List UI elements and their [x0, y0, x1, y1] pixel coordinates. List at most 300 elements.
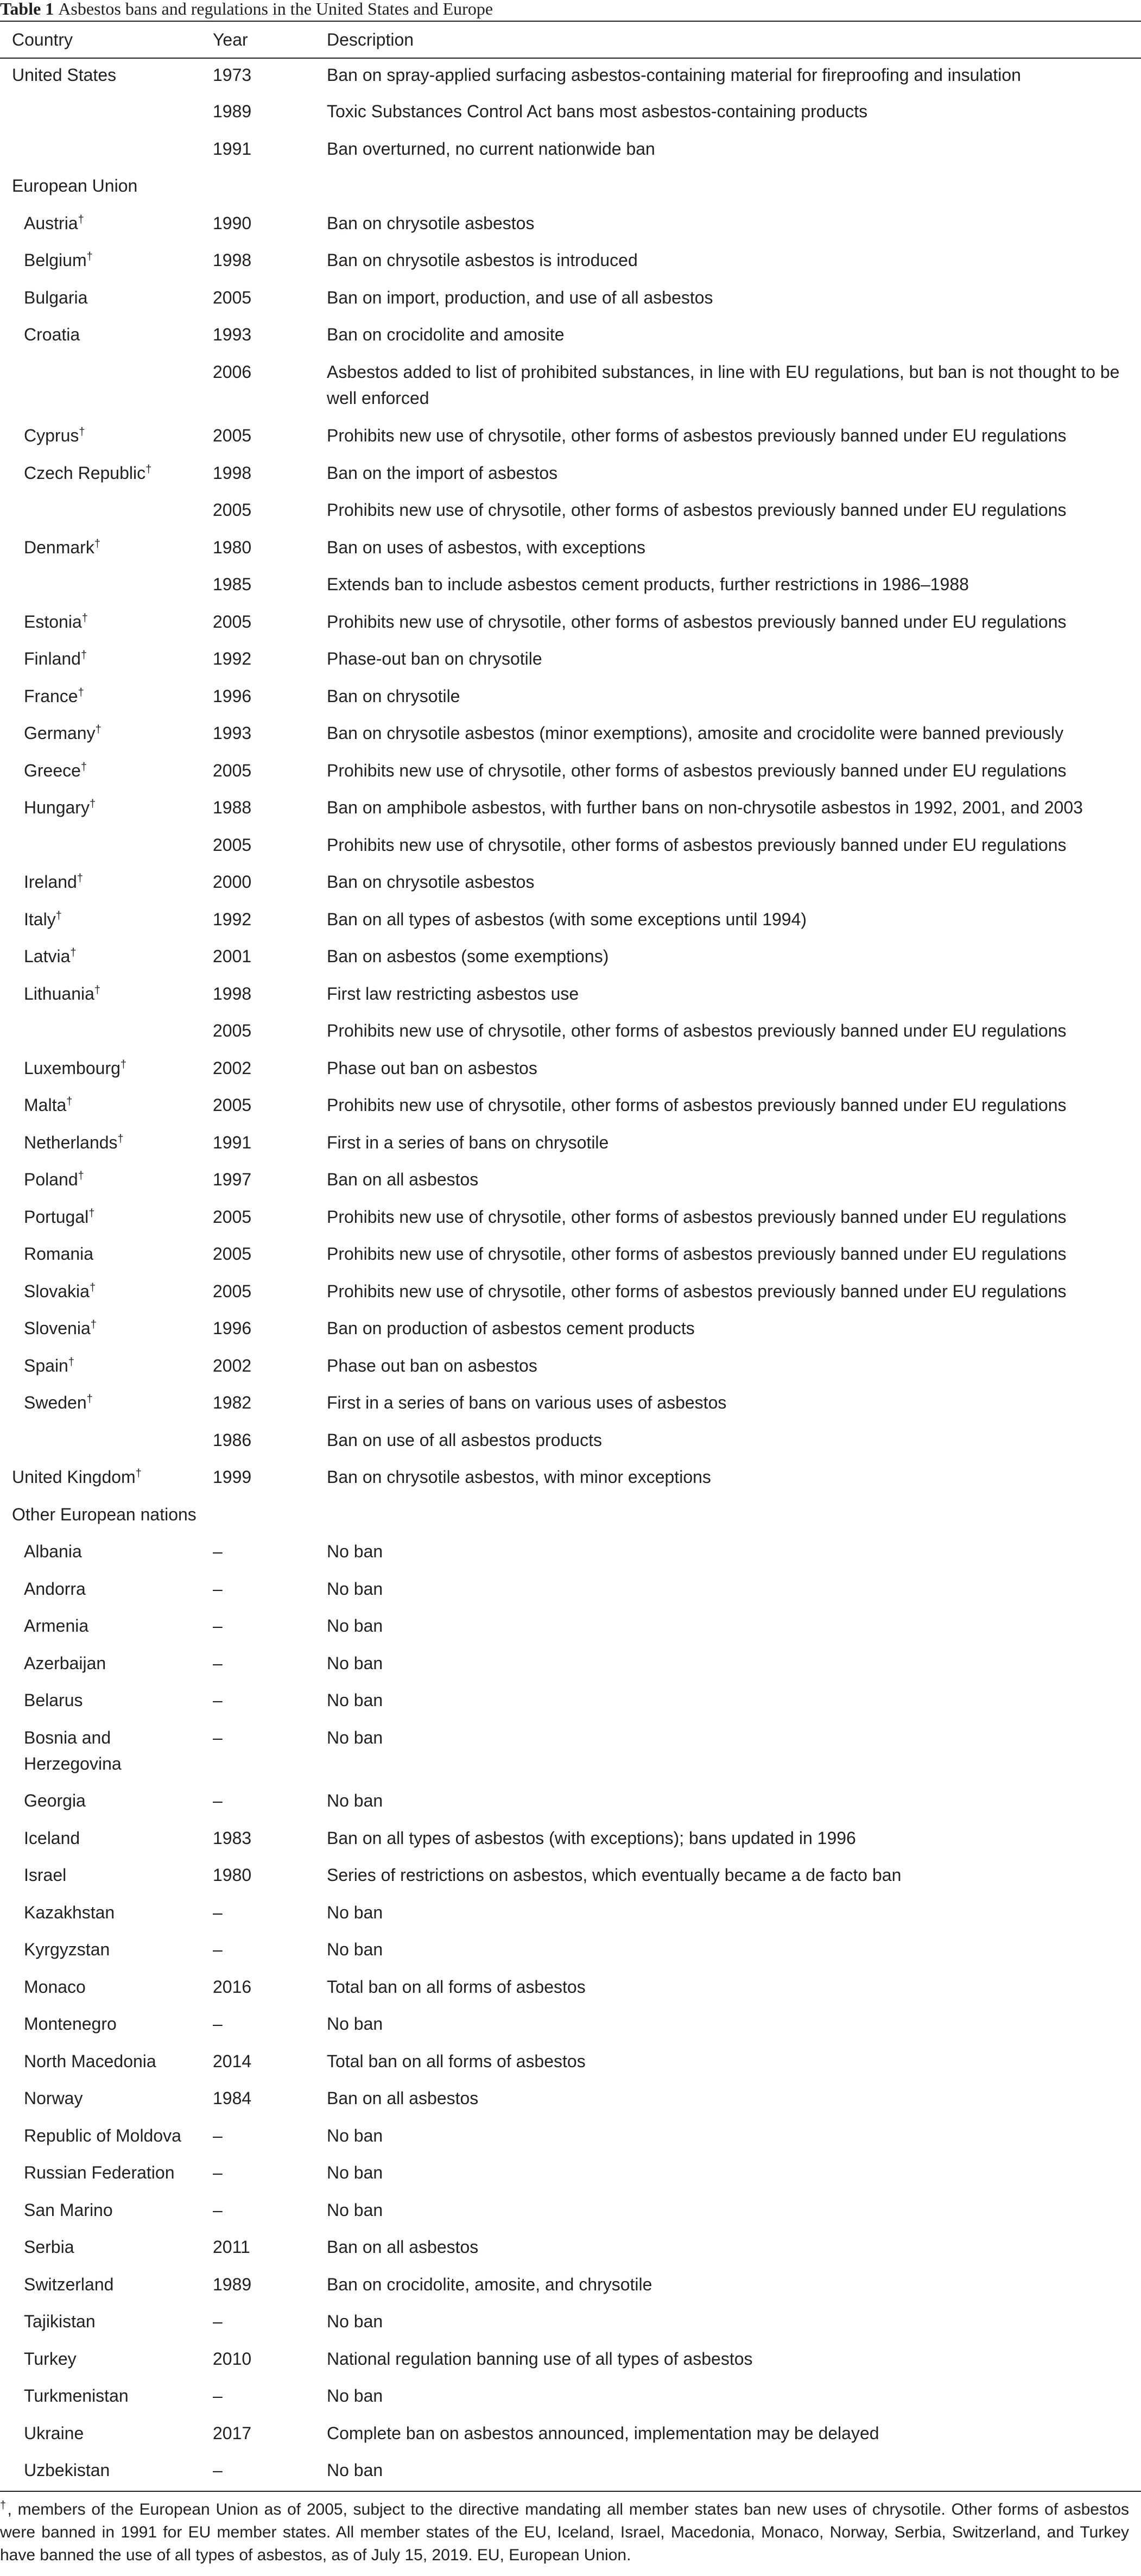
year-cell: 1985 — [213, 574, 252, 594]
asbestos-table — [0, 21, 1141, 2492]
table-row — [0, 1573, 1141, 1609]
description-cell: Prohibits new use of chrysotile, other forms of asbestos previously banned under EU regulations — [327, 500, 1067, 520]
country-name: Slovenia — [24, 1318, 91, 1338]
country-name: Slovakia — [24, 1281, 90, 1301]
country-cell — [0, 1201, 213, 1238]
country-cell — [0, 1896, 213, 1933]
country-cell — [0, 58, 213, 95]
description-cell: First in a series of bans on chrysotile — [327, 1133, 609, 1152]
description-cell: No ban — [327, 1690, 383, 1710]
year-cell: 1997 — [213, 1170, 252, 1189]
table-footnote — [0, 2492, 1141, 2567]
year-cell: – — [213, 1542, 223, 1561]
table-row — [0, 1609, 1141, 1647]
year-cell — [213, 1498, 327, 1535]
table-row — [0, 2194, 1141, 2231]
table-label: Table 1 — [0, 0, 54, 18]
table-row — [0, 1424, 1141, 1461]
country-cell — [0, 95, 213, 132]
year-cell: – — [213, 1791, 223, 1810]
table-row — [0, 494, 1141, 531]
year-cell: 2006 — [213, 362, 252, 382]
eu-member-dagger: † — [78, 686, 84, 699]
footnote-symbol: † — [0, 2499, 8, 2511]
country-cell — [0, 1126, 213, 1163]
eu-member-dagger: † — [80, 649, 87, 661]
country-cell — [0, 2305, 213, 2343]
eu-member-dagger: † — [81, 612, 88, 624]
description-cell: No ban — [327, 1653, 383, 1673]
table-row — [0, 1647, 1141, 1684]
country-name: Denmark — [24, 538, 94, 557]
eu-member-dagger: † — [120, 1058, 127, 1071]
country-name: Tajikistan — [24, 2312, 96, 2331]
table-body — [0, 58, 1141, 2491]
country-cell — [0, 1684, 213, 1721]
description-cell: Ban on chrysotile asbestos — [327, 213, 535, 233]
table-row — [0, 1721, 1141, 1784]
eu-member-dagger: † — [94, 538, 100, 550]
description-cell: Phase out ban on asbestos — [327, 1356, 537, 1375]
country-name: Hungary — [24, 798, 90, 817]
country-name: Norway — [24, 2088, 83, 2108]
description-cell: Ban on all asbestos — [327, 2237, 479, 2257]
table-row — [0, 169, 1141, 207]
year-cell: 2016 — [213, 1977, 252, 1997]
description-cell: Total ban on all forms of asbestos — [327, 2051, 586, 2071]
description-cell: No ban — [327, 1616, 383, 1636]
table-row — [0, 132, 1141, 169]
country-name: Germany — [24, 723, 96, 743]
description-cell: Ban on amphibole asbestos, with further bans on non-chrysotile asbestos in 1992, 2001, and 2003 — [327, 798, 1083, 817]
year-cell: 1980 — [213, 538, 252, 557]
description-cell: First in a series of bans on various uses of asbestos — [327, 1393, 727, 1412]
eu-member-dagger: † — [79, 426, 85, 438]
year-cell: 1992 — [213, 649, 252, 668]
year-cell: 2002 — [213, 1058, 252, 1078]
table-row — [0, 2343, 1141, 2379]
year-cell: 2005 — [213, 426, 252, 445]
country-name: Latvia — [24, 946, 71, 966]
country-cell — [0, 244, 213, 281]
table-row — [0, 531, 1141, 568]
year-cell: 2002 — [213, 1356, 252, 1375]
eu-member-dagger: † — [145, 463, 152, 476]
year-cell: – — [213, 2014, 223, 2034]
description-cell: Prohibits new use of chrysotile, other forms of asbestos previously banned under EU regulations — [327, 612, 1067, 632]
country-cell — [0, 1784, 213, 1822]
description-cell: Phase out ban on asbestos — [327, 1058, 537, 1078]
year-cell: 1999 — [213, 1467, 252, 1487]
year-cell: 2017 — [213, 2423, 252, 2443]
country-name: Georgia — [24, 1791, 86, 1810]
year-cell: 1992 — [213, 910, 252, 929]
year-cell: 1996 — [213, 1318, 252, 1338]
description-cell: Ban on all asbestos — [327, 1170, 479, 1189]
year-cell: 1984 — [213, 2088, 252, 2108]
description-cell: No ban — [327, 2200, 383, 2220]
eu-member-dagger: † — [55, 910, 62, 922]
eu-member-dagger: † — [88, 1207, 95, 1220]
country-cell — [0, 1498, 213, 1535]
description-cell — [327, 1498, 1141, 1535]
table-row — [0, 2007, 1141, 2045]
country-name: Netherlands — [24, 1133, 118, 1152]
table-row — [0, 419, 1141, 457]
country-cell — [0, 2156, 213, 2194]
country-name: Bosnia and Herzegovina — [24, 1728, 122, 1773]
country-name: Austria — [24, 213, 78, 233]
table-row — [0, 568, 1141, 605]
country-cell — [0, 132, 213, 169]
year-cell: 1988 — [213, 798, 252, 817]
description-cell: Prohibits new use of chrysotile, other forms of asbestos previously banned under EU regulations — [327, 835, 1067, 855]
description-cell: Prohibits new use of chrysotile, other forms of asbestos previously banned under EU regulations — [327, 1207, 1067, 1227]
table-row — [0, 457, 1141, 494]
country-cell — [0, 866, 213, 903]
country-cell — [0, 1573, 213, 1609]
country-cell — [0, 457, 213, 494]
description-cell: Extends ban to include asbestos cement products, further restrictions in 1986–1988 — [327, 574, 969, 594]
year-cell: 2014 — [213, 2051, 252, 2071]
description-cell: No ban — [327, 1791, 383, 1810]
table-row — [0, 1126, 1141, 1163]
table-row — [0, 244, 1141, 281]
year-cell: 1998 — [213, 250, 252, 270]
country-cell — [0, 1163, 213, 1201]
table-row — [0, 1684, 1141, 1721]
country-cell — [0, 531, 213, 568]
description-cell: No ban — [327, 2014, 383, 2034]
country-cell — [0, 2194, 213, 2231]
country-cell — [0, 940, 213, 977]
country-cell — [0, 1312, 213, 1349]
country-cell — [0, 2007, 213, 2045]
country-name: France — [24, 686, 78, 706]
table-row — [0, 1349, 1141, 1386]
country-name: North Macedonia — [24, 2051, 156, 2071]
country-name: Lithuania — [24, 984, 94, 1003]
country-cell — [0, 829, 213, 866]
year-cell: 2005 — [213, 835, 252, 855]
year-cell: – — [213, 2126, 223, 2145]
year-cell: 2005 — [213, 1207, 252, 1227]
country-cell — [0, 2343, 213, 2379]
description-cell: Prohibits new use of chrysotile, other forms of asbestos previously banned under EU regulations — [327, 1095, 1067, 1115]
year-cell: – — [213, 2312, 223, 2331]
table-row — [0, 605, 1141, 642]
country-name: Azerbaijan — [24, 1653, 106, 1673]
year-cell: – — [213, 2386, 223, 2405]
table-row — [0, 2454, 1141, 2491]
country-cell — [0, 1275, 213, 1312]
country-cell — [0, 207, 213, 244]
table-row — [0, 2417, 1141, 2454]
description-cell: First law restricting asbestos use — [327, 984, 579, 1003]
table-row — [0, 356, 1141, 419]
country-cell — [0, 2119, 213, 2156]
country-cell — [0, 977, 213, 1014]
description-cell: Prohibits new use of chrysotile, other forms of asbestos previously banned under EU regulations — [327, 426, 1067, 445]
country-cell — [0, 2379, 213, 2417]
table-row — [0, 829, 1141, 866]
header-country: Country — [0, 21, 213, 58]
year-cell: 1993 — [213, 325, 252, 344]
country-name: Belgium — [24, 250, 87, 270]
year-cell: 1996 — [213, 686, 252, 706]
country-name: Italy — [24, 910, 56, 929]
description-cell: No ban — [327, 2163, 383, 2182]
country-cell — [0, 1822, 213, 1859]
description-cell: Total ban on all forms of asbestos — [327, 1977, 586, 1997]
year-cell: 1990 — [213, 213, 252, 233]
description-cell: Ban on import, production, and use of all asbestos — [327, 288, 713, 307]
table-row — [0, 2379, 1141, 2417]
year-cell: 1989 — [213, 2275, 252, 2294]
eu-member-dagger: † — [135, 1467, 142, 1480]
description-cell: No ban — [327, 1579, 383, 1599]
description-cell: Ban on all asbestos — [327, 2088, 479, 2108]
eu-member-dagger: † — [90, 1318, 97, 1331]
year-cell: 1983 — [213, 1828, 252, 1848]
table-row — [0, 1014, 1141, 1052]
description-cell: Prohibits new use of chrysotile, other forms of asbestos previously banned under EU regulations — [327, 761, 1067, 780]
year-cell: 2000 — [213, 872, 252, 892]
country-name: Switzerland — [24, 2275, 114, 2294]
year-cell: – — [213, 2163, 223, 2182]
eu-member-dagger: † — [70, 946, 77, 959]
table-row — [0, 207, 1141, 244]
country-cell — [0, 281, 213, 318]
table-row — [0, 1535, 1141, 1573]
table-row — [0, 903, 1141, 940]
country-name: Republic of Moldova — [24, 2126, 181, 2145]
description-cell: Ban on chrysotile asbestos is introduced — [327, 250, 638, 270]
country-name: San Marino — [24, 2200, 113, 2220]
table-row — [0, 1933, 1141, 1971]
table-row — [0, 977, 1141, 1014]
country-cell — [0, 642, 213, 680]
country-name: Kyrgyzstan — [24, 1940, 110, 1959]
country-cell — [0, 1859, 213, 1896]
year-cell: 2011 — [213, 2237, 250, 2257]
table-row — [0, 58, 1141, 95]
year-cell: – — [213, 1653, 223, 1673]
country-cell — [0, 169, 213, 207]
eu-member-dagger: † — [86, 1393, 93, 1405]
country-cell — [0, 419, 213, 457]
table-row — [0, 866, 1141, 903]
country-name: Ukraine — [24, 2423, 84, 2443]
country-cell — [0, 356, 213, 419]
description-cell: No ban — [327, 1940, 383, 1959]
table-row — [0, 281, 1141, 318]
country-name: Russian Federation — [24, 2163, 175, 2182]
country-cell — [0, 318, 213, 356]
year-cell: 1991 — [213, 1133, 252, 1152]
country-name: Albania — [24, 1542, 82, 1561]
description-cell: National regulation banning use of all types of asbestos — [327, 2349, 753, 2369]
table-row — [0, 1498, 1141, 1535]
description-cell: Ban on chrysotile asbestos — [327, 872, 535, 892]
eu-member-dagger: † — [86, 250, 93, 263]
year-cell: 2001 — [213, 946, 252, 966]
year-cell: 1986 — [213, 1430, 252, 1450]
table-row — [0, 1971, 1141, 2007]
year-cell: – — [213, 1579, 223, 1599]
country-name: Ireland — [24, 872, 77, 892]
eu-member-dagger: † — [89, 798, 96, 810]
year-cell: 1980 — [213, 1865, 252, 1885]
table-row — [0, 1201, 1141, 1238]
country-cell — [0, 791, 213, 829]
header-row — [0, 21, 1141, 58]
year-cell: 1998 — [213, 984, 252, 1003]
description-cell: No ban — [327, 1542, 383, 1561]
country-cell — [0, 494, 213, 531]
country-name: Belarus — [24, 1690, 83, 1710]
country-cell — [0, 1609, 213, 1647]
table-row — [0, 680, 1141, 717]
country-cell — [0, 605, 213, 642]
table-header — [0, 21, 1141, 58]
eu-member-dagger: † — [68, 1356, 74, 1368]
description-cell: Phase-out ban on chrysotile — [327, 649, 542, 668]
country-cell — [0, 2045, 213, 2082]
country-name: Israel — [24, 1865, 67, 1885]
description-cell: Ban on crocidolite and amosite — [327, 325, 565, 344]
country-name: Andorra — [24, 1579, 86, 1599]
table-row — [0, 2231, 1141, 2268]
country-cell — [0, 1424, 213, 1461]
description-cell: Ban on crocidolite, amosite, and chrysotile — [327, 2275, 652, 2294]
description-cell: Prohibits new use of chrysotile, other forms of asbestos previously banned under EU regulations — [327, 1281, 1067, 1301]
eu-member-dagger: † — [117, 1133, 124, 1145]
year-cell: 2010 — [213, 2349, 252, 2369]
country-cell — [0, 1052, 213, 1089]
country-cell — [0, 2231, 213, 2268]
table-row — [0, 318, 1141, 356]
country-cell — [0, 2268, 213, 2305]
table-row — [0, 2156, 1141, 2194]
description-cell: Series of restrictions on asbestos, which eventually became a de facto ban — [327, 1865, 902, 1885]
country-name: Monaco — [24, 1977, 86, 1997]
table-row — [0, 1896, 1141, 1933]
table-row — [0, 642, 1141, 680]
year-cell: 2005 — [213, 1021, 252, 1040]
year-cell: – — [213, 1903, 223, 1922]
year-cell: 2005 — [213, 1244, 252, 1264]
description-cell: Ban on chrysotile — [327, 686, 460, 706]
country-name: Montenegro — [24, 2014, 117, 2034]
country-cell — [0, 754, 213, 791]
country-name: Turkey — [24, 2349, 77, 2369]
country-name: Romania — [24, 1244, 94, 1264]
description-cell: No ban — [327, 2126, 383, 2145]
year-cell: 1993 — [213, 723, 252, 743]
country-name: Portugal — [24, 1207, 89, 1227]
country-name: Cyprus — [24, 426, 79, 445]
year-cell: – — [213, 1616, 223, 1636]
year-cell — [213, 169, 327, 207]
country-name: United States — [12, 65, 117, 85]
country-name: Croatia — [24, 325, 80, 344]
description-cell: Complete ban on asbestos announced, implementation may be delayed — [327, 2423, 879, 2443]
country-cell — [0, 2417, 213, 2454]
description-cell: Ban on all types of asbestos (with exceptions); bans updated in 1996 — [327, 1828, 856, 1848]
country-cell — [0, 903, 213, 940]
description-cell: Asbestos added to list of prohibited substances, in line with EU regulations, but ban is not thought to be well enforced — [327, 362, 1120, 408]
country-name: Czech Republic — [24, 463, 146, 483]
country-name: Poland — [24, 1170, 78, 1189]
table-row — [0, 1238, 1141, 1275]
country-name: Bulgaria — [24, 288, 88, 307]
year-cell: 1973 — [213, 65, 252, 85]
year-cell: 1982 — [213, 1393, 252, 1412]
country-name: Uzbekistan — [24, 2460, 110, 2480]
table-row — [0, 2268, 1141, 2305]
table-row — [0, 1386, 1141, 1424]
eu-member-dagger: † — [80, 761, 87, 773]
year-cell: 2005 — [213, 1095, 252, 1115]
eu-member-dagger: † — [95, 723, 102, 736]
table-row — [0, 2305, 1141, 2343]
eu-member-dagger: † — [78, 1170, 84, 1182]
country-cell — [0, 717, 213, 754]
table-row — [0, 1163, 1141, 1201]
description-cell: Ban on production of asbestos cement products — [327, 1318, 695, 1338]
year-cell: 2005 — [213, 1281, 252, 1301]
country-cell — [0, 1386, 213, 1424]
table-row — [0, 1822, 1141, 1859]
description-cell: Ban on the import of asbestos — [327, 463, 558, 483]
table-caption — [0, 0, 1141, 21]
country-name: Armenia — [24, 1616, 89, 1636]
table-row — [0, 791, 1141, 829]
description-cell — [327, 169, 1141, 207]
description-cell: Ban on uses of asbestos, with exceptions — [327, 538, 646, 557]
country-name: Estonia — [24, 612, 82, 632]
country-cell — [0, 2454, 213, 2491]
table-row — [0, 1052, 1141, 1089]
eu-member-dagger: † — [89, 1281, 96, 1294]
country-cell — [0, 1721, 213, 1784]
description-cell: No ban — [327, 1903, 383, 1922]
table-row — [0, 940, 1141, 977]
country-cell — [0, 1461, 213, 1498]
description-cell: No ban — [327, 2460, 383, 2480]
table-row — [0, 1461, 1141, 1498]
country-cell — [0, 1535, 213, 1573]
eu-member-dagger: † — [77, 872, 83, 885]
country-name: Spain — [24, 1356, 68, 1375]
description-cell: Ban on all types of asbestos (with some exceptions until 1994) — [327, 910, 807, 929]
country-name: United Kingdom — [12, 1467, 136, 1487]
year-cell: 2005 — [213, 761, 252, 780]
description-cell: Ban on chrysotile asbestos (minor exemptions), amosite and crocidolite were banned previously — [327, 723, 1064, 743]
country-name: Serbia — [24, 2237, 74, 2257]
footnote-text: , members of the European Union as of 2005, subject to the directive mandating all member states ban new uses of chrysotile. Other forms of asbestos were banned in 1991 for EU member states. All member states of the EU, Iceland, Israel, Macedonia, Monaco, Norway, Serbia, Switzerland, and Turkey have banned the use of all types of asbestos, as of July 15, 2019. EU, European Union. — [0, 2501, 1130, 2564]
description-cell: Toxic Substances Control Act bans most asbestos-containing products — [327, 102, 868, 121]
year-cell: – — [213, 2460, 223, 2480]
description-cell: Ban on asbestos (some exemptions) — [327, 946, 609, 966]
description-cell: Ban on use of all asbestos products — [327, 1430, 602, 1450]
year-cell: – — [213, 1690, 223, 1710]
country-cell — [0, 680, 213, 717]
header-description: Description — [327, 21, 1141, 58]
country-name: European Union — [12, 176, 138, 195]
table-row — [0, 2045, 1141, 2082]
